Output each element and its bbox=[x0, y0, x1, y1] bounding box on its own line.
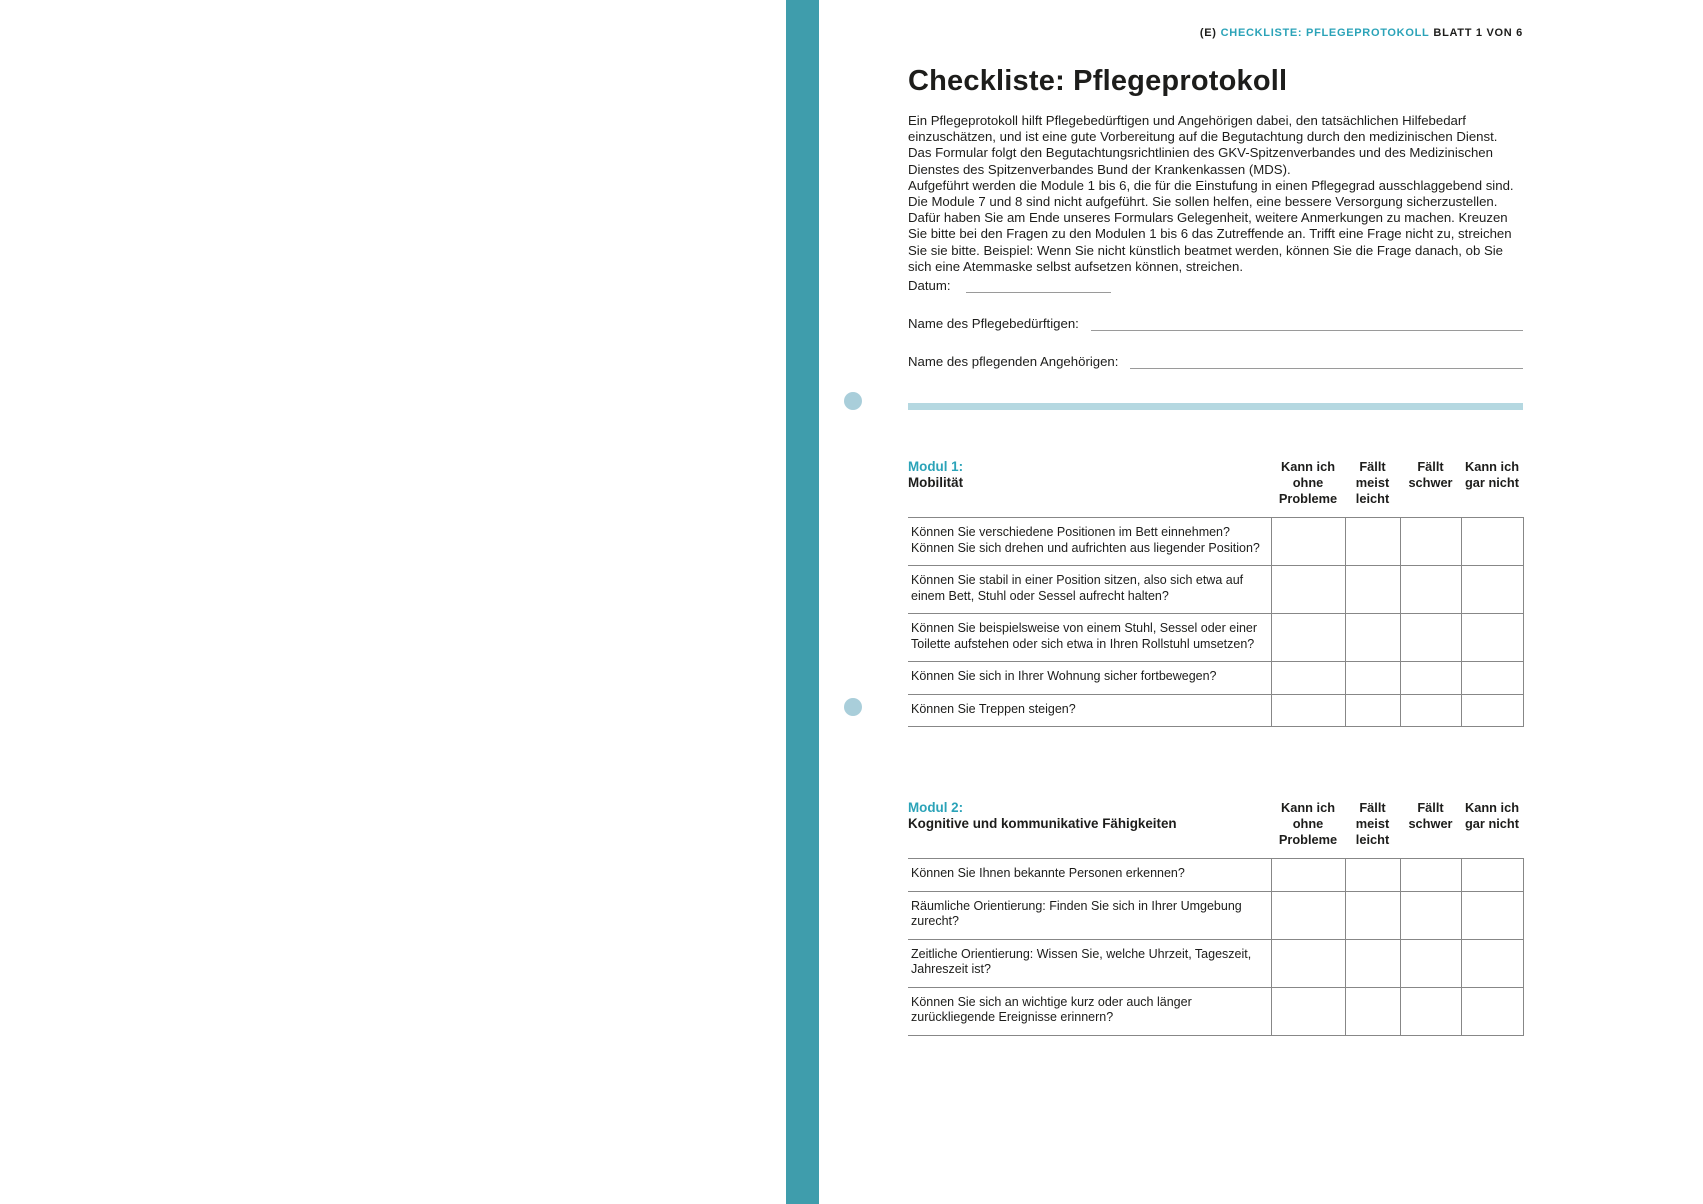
checkbox-cell[interactable] bbox=[1271, 662, 1345, 695]
answer-column-header-2: Fällt meist leicht bbox=[1355, 459, 1390, 507]
sheet-info: BLATT 1 VON 6 bbox=[1433, 27, 1523, 39]
name-pflegebeduerftiger-label: Name des Pflegebedürftigen: bbox=[908, 316, 1079, 332]
checkbox-cell[interactable] bbox=[1461, 987, 1523, 1035]
field-row-name-pflegebeduerftiger bbox=[908, 313, 1523, 331]
checkbox-cell[interactable] bbox=[1271, 614, 1345, 662]
checkbox-cell[interactable] bbox=[1345, 859, 1400, 892]
checkbox-cell[interactable] bbox=[1345, 987, 1400, 1035]
checkbox-cell[interactable] bbox=[1345, 518, 1400, 566]
checkbox-cell[interactable] bbox=[1271, 859, 1345, 892]
punch-hole-bottom bbox=[844, 698, 862, 716]
answer-column-header-1: Kann ich ohne Probleme bbox=[1278, 800, 1338, 848]
intro-text bbox=[908, 113, 1523, 275]
checkbox-cell[interactable] bbox=[1400, 566, 1461, 614]
checkbox-cell[interactable] bbox=[1400, 518, 1461, 566]
doc-code: (E) bbox=[1199, 27, 1217, 39]
name-angehoeriger-label: Name des pflegenden Angehörigen: bbox=[908, 354, 1119, 370]
checkbox-cell[interactable] bbox=[1271, 939, 1345, 987]
table-row bbox=[908, 566, 1523, 614]
table-row bbox=[908, 987, 1523, 1035]
module-1-name: Mobilität bbox=[908, 475, 964, 491]
checkbox-cell[interactable] bbox=[1271, 518, 1345, 566]
checkbox-cell[interactable] bbox=[1400, 694, 1461, 727]
checkbox-cell[interactable] bbox=[1345, 939, 1400, 987]
punch-hole-top bbox=[844, 392, 862, 410]
checkbox-cell[interactable] bbox=[1345, 891, 1400, 939]
doc-title: CHECKLISTE: PFLEGEPROTOKOLL bbox=[1220, 27, 1430, 39]
field-row-name-angehoeriger bbox=[908, 351, 1523, 369]
checkbox-cell[interactable] bbox=[1271, 987, 1345, 1035]
checkbox-cell[interactable] bbox=[1461, 662, 1523, 695]
checkbox-cell[interactable] bbox=[1400, 614, 1461, 662]
question-cell: Zeitliche Orientierung: Wissen Sie, welche Uhrzeit, Tageszeit, Jahreszeit ist? bbox=[908, 939, 1271, 987]
question-cell: Können Sie sich an wichtige kurz oder auch länger zurückliegende Ereignisse erinnern? bbox=[908, 987, 1271, 1035]
table-row bbox=[908, 614, 1523, 662]
table-row bbox=[908, 694, 1523, 727]
checkbox-cell[interactable] bbox=[1400, 662, 1461, 695]
answer-column-header-3: Fällt schwer bbox=[1408, 459, 1453, 491]
answer-column-header-1: Kann ich ohne Probleme bbox=[1278, 459, 1338, 507]
intro-paragraph-2: Aufgeführt werden die Module 1 bis 6, die für die Einstufung in einen Pflegegrad ausschlaggebend sind. Die Module 7 und 8 sind nicht aufgeführt. Sie sollen helfen, eine bessere Versorgung sicherzustellen. Dafür haben Sie am Ende unseres Formulars Gelegenheit, weitere Anmerkungen zu machen. Kreuzen Sie bitte bei den Fragen zu den Modulen 1 bis 6 das Zutreffende an. Trifft eine Frage nicht zu, streichen Sie sie bitte. Beispiel: Wenn Sie nicht künstlich beatmet werden, können Sie die Frage danach, ob Sie sich eine Atemmaske selbst aufsetzen können, streichen. bbox=[908, 177, 1514, 274]
checkbox-cell[interactable] bbox=[1271, 694, 1345, 727]
table-row bbox=[908, 662, 1523, 695]
module-1-table bbox=[908, 459, 1524, 727]
answer-column-header-2: Fällt meist leicht bbox=[1355, 800, 1390, 848]
running-header bbox=[1200, 27, 1523, 39]
table-row bbox=[908, 859, 1523, 892]
checkbox-cell[interactable] bbox=[1461, 859, 1523, 892]
checkbox-cell[interactable] bbox=[1400, 891, 1461, 939]
question-cell: Können Sie Ihnen bekannte Personen erkennen? bbox=[908, 859, 1271, 892]
checkbox-cell[interactable] bbox=[1345, 662, 1400, 695]
checkbox-cell[interactable] bbox=[1345, 694, 1400, 727]
table-row bbox=[908, 939, 1523, 987]
datum-label: Datum: bbox=[908, 278, 951, 294]
module-2-table bbox=[908, 800, 1524, 1036]
checkbox-cell[interactable] bbox=[1345, 566, 1400, 614]
page-title: Checkliste: Pflegeprotokoll bbox=[908, 65, 1288, 97]
checkbox-cell[interactable] bbox=[1461, 566, 1523, 614]
name-pflegebeduerftiger-input-line[interactable] bbox=[1091, 313, 1523, 331]
field-row-datum bbox=[908, 275, 1523, 293]
question-cell: Können Sie verschiedene Positionen im Bett einnehmen? Können Sie sich drehen und aufrichten aus liegender Position? bbox=[908, 518, 1271, 566]
checkbox-cell[interactable] bbox=[1271, 891, 1345, 939]
intro-paragraph-1: Ein Pflegeprotokoll hilft Pflegebedürftigen und Angehörigen dabei, den tatsächlichen Hilfebedarf einzuschätzen, und ist eine gute Vorbereitung auf die Begutachtung durch den medizinischen Dienst. Das Formular folgt den Begutachtungsrichtlinien des GKV-Spitzenverbandes und des Medizinischen Dienstes des Spitzenverbandes Bund der Krankenkassen (MDS). bbox=[908, 113, 1498, 177]
question-cell: Können Sie Treppen steigen? bbox=[908, 694, 1271, 727]
checkbox-cell[interactable] bbox=[1400, 859, 1461, 892]
checkbox-cell[interactable] bbox=[1271, 566, 1345, 614]
name-angehoeriger-input-line[interactable] bbox=[1130, 351, 1523, 369]
checkbox-cell[interactable] bbox=[1461, 518, 1523, 566]
module-2-name: Kognitive und kommunikative Fähigkeiten bbox=[908, 816, 1177, 832]
module-2-label: Modul 2: bbox=[908, 800, 964, 816]
module-2-header-row bbox=[908, 800, 1523, 859]
checkbox-cell[interactable] bbox=[1400, 987, 1461, 1035]
table-row bbox=[908, 518, 1523, 566]
checkbox-cell[interactable] bbox=[1461, 614, 1523, 662]
answer-column-header-3: Fällt schwer bbox=[1408, 800, 1453, 832]
module-1-header-row bbox=[908, 459, 1523, 518]
module-2-header bbox=[908, 800, 1271, 859]
checkbox-cell[interactable] bbox=[1400, 939, 1461, 987]
answer-column-header-4: Kann ich gar nicht bbox=[1464, 800, 1520, 832]
checkbox-cell[interactable] bbox=[1461, 939, 1523, 987]
question-cell: Können Sie beispielsweise von einem Stuhl, Sessel oder einer Toilette aufstehen oder sich etwa in Ihren Rollstuhl umsetzen? bbox=[908, 614, 1271, 662]
table-row bbox=[908, 891, 1523, 939]
page-content bbox=[908, 0, 1523, 1036]
question-cell: Können Sie stabil in einer Position sitzen, also sich etwa auf einem Bett, Stuhl oder Sessel aufrecht halten? bbox=[908, 566, 1271, 614]
answer-column-header-4: Kann ich gar nicht bbox=[1464, 459, 1520, 491]
checkbox-cell[interactable] bbox=[1461, 694, 1523, 727]
module-1-label: Modul 1: bbox=[908, 459, 964, 475]
datum-input-line[interactable] bbox=[966, 275, 1111, 293]
question-cell: Räumliche Orientierung: Finden Sie sich in Ihrer Umgebung zurecht? bbox=[908, 891, 1271, 939]
module-1-header bbox=[908, 459, 1271, 518]
question-cell: Können Sie sich in Ihrer Wohnung sicher fortbewegen? bbox=[908, 662, 1271, 695]
section-divider-bar bbox=[908, 403, 1523, 410]
checkbox-cell[interactable] bbox=[1345, 614, 1400, 662]
checkbox-cell[interactable] bbox=[1461, 891, 1523, 939]
teal-spine-bar bbox=[786, 0, 819, 1204]
